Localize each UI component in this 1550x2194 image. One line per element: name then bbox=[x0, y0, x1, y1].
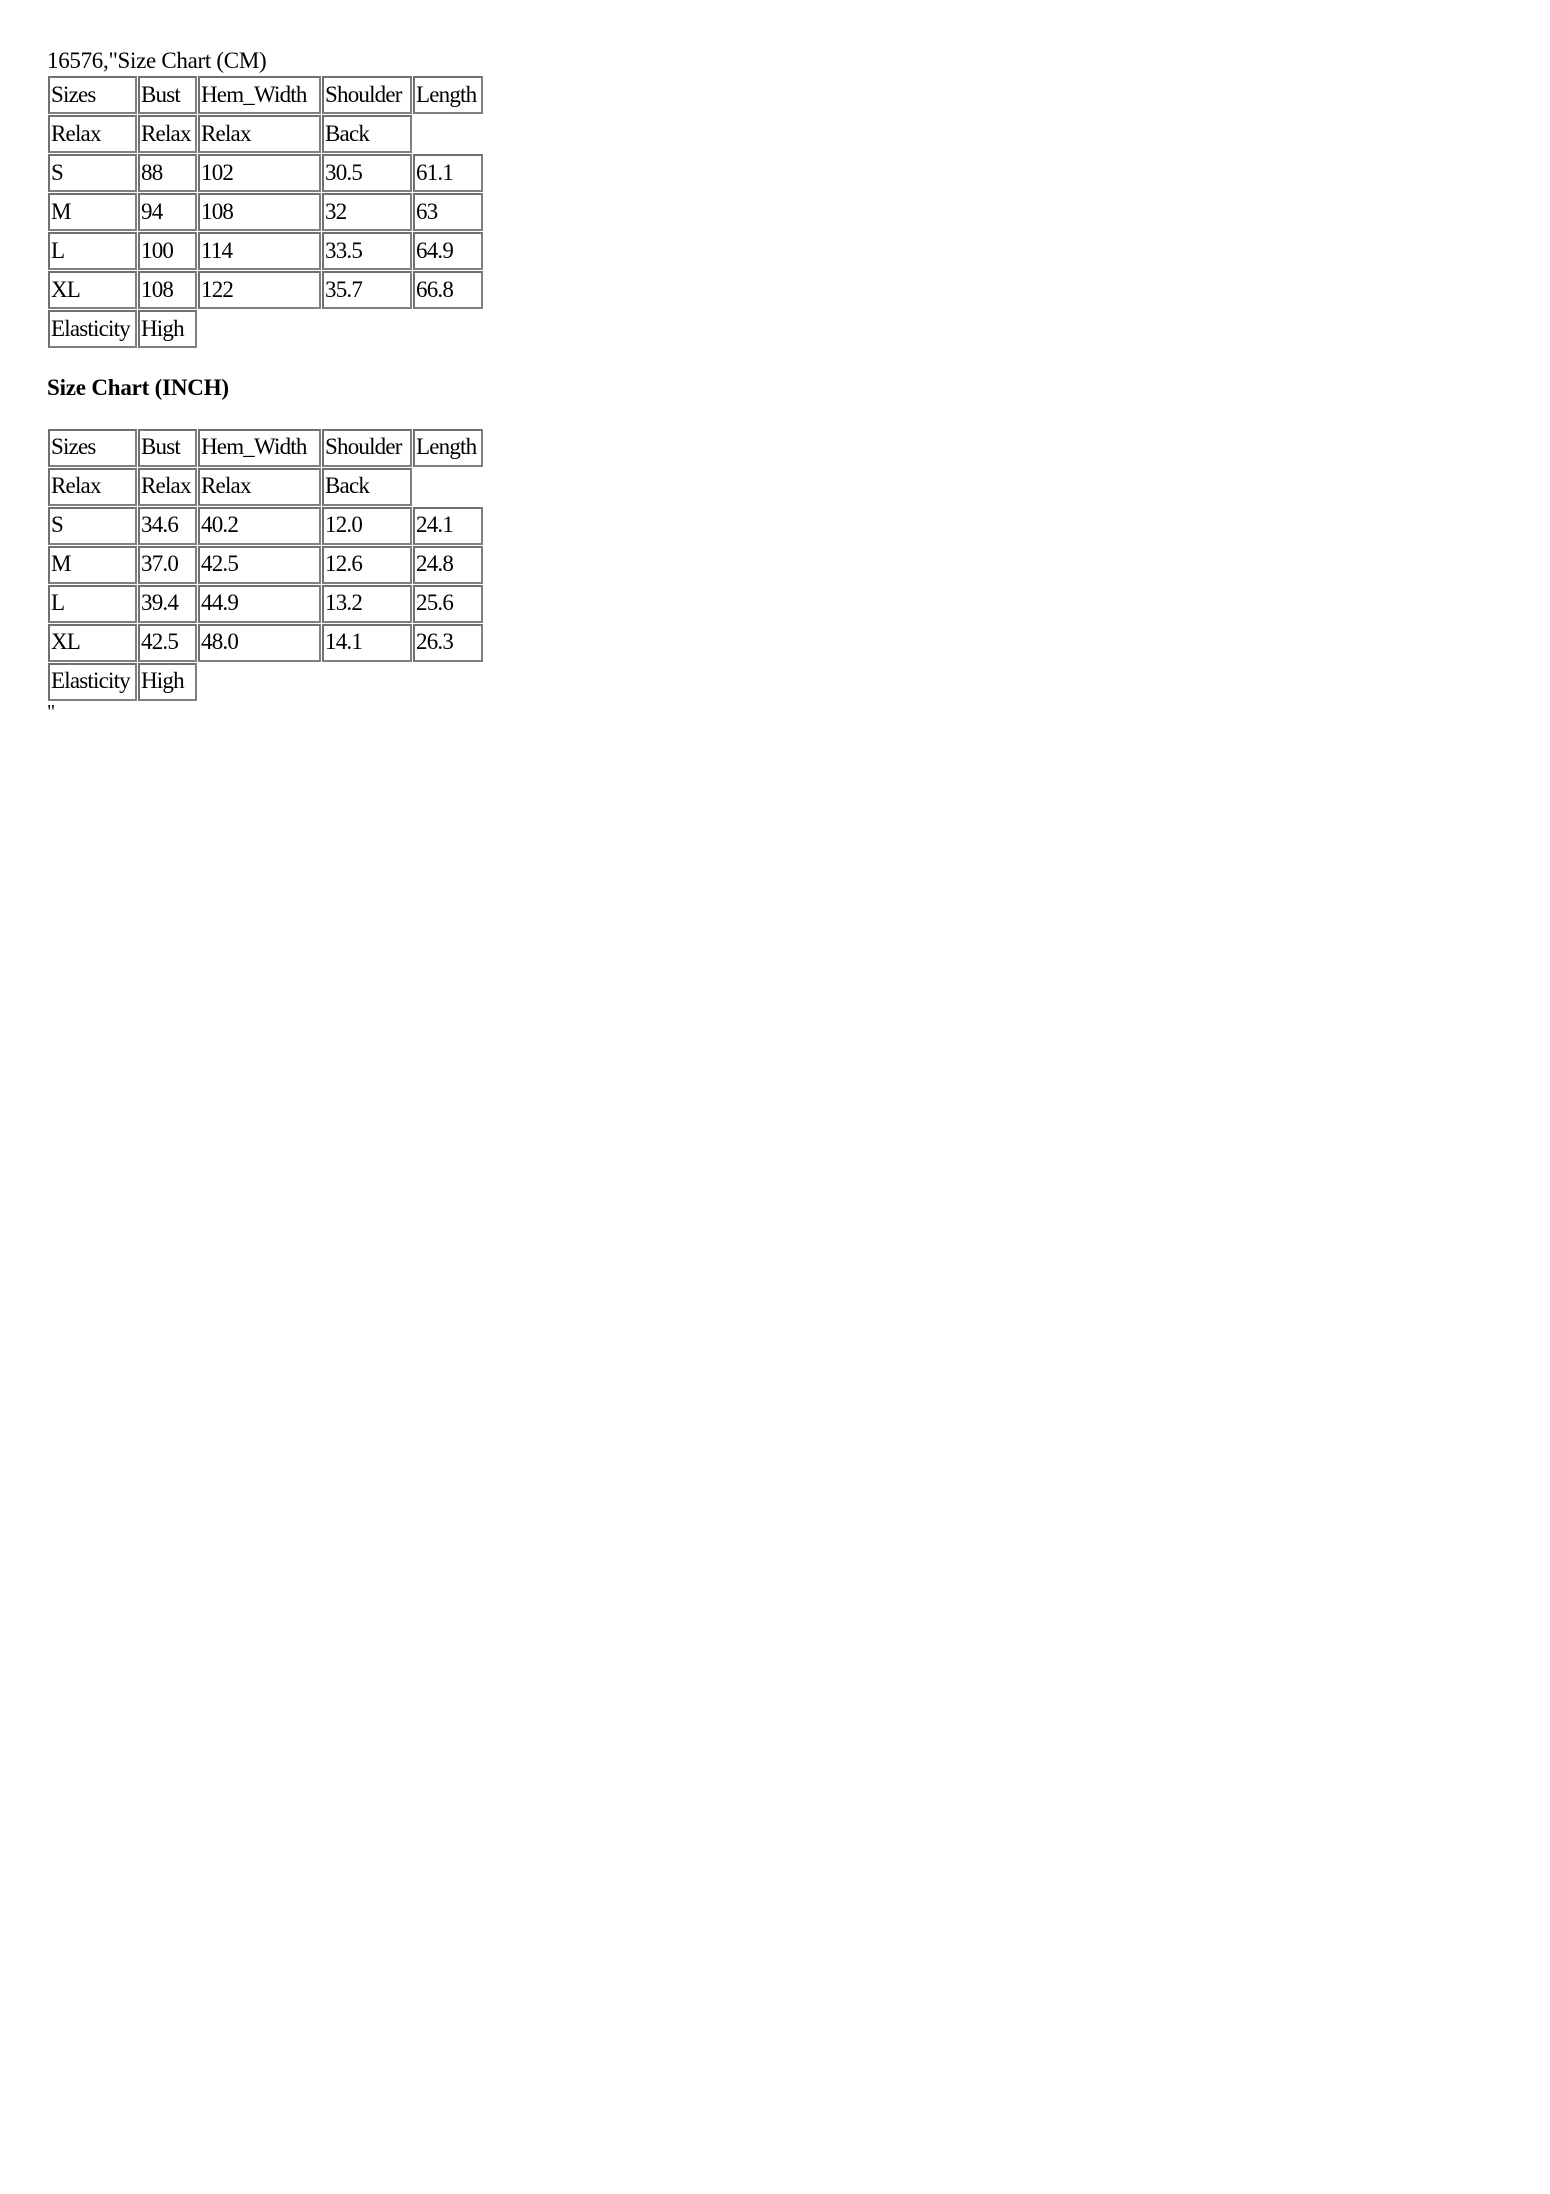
table-cell: 13.2 bbox=[322, 585, 412, 623]
table-cell: 122 bbox=[198, 271, 321, 309]
table-cell: 12.0 bbox=[322, 507, 412, 545]
table-row bbox=[48, 232, 483, 270]
table-cell: M bbox=[48, 193, 137, 231]
table-cell: Sizes bbox=[48, 76, 137, 114]
table-row bbox=[48, 663, 483, 701]
table-cell: 32 bbox=[322, 193, 412, 231]
table-cell: 102 bbox=[198, 154, 321, 192]
table-row bbox=[48, 624, 483, 662]
table-cell: Bust bbox=[138, 76, 197, 114]
closing-quote: " bbox=[47, 700, 56, 723]
table-cell bbox=[322, 663, 412, 701]
table-row bbox=[48, 193, 483, 231]
table-row bbox=[48, 546, 483, 584]
table-cell: Hem_Width bbox=[198, 76, 321, 114]
table-cell: Shoulder bbox=[322, 429, 412, 467]
table-cell: 108 bbox=[198, 193, 321, 231]
table-cell: Relax bbox=[138, 468, 197, 506]
table-cell: 14.1 bbox=[322, 624, 412, 662]
table-row bbox=[48, 271, 483, 309]
preface-text: 16576,"Size Chart (CM) bbox=[47, 48, 267, 73]
table-cell: 108 bbox=[138, 271, 197, 309]
table-cell: 24.8 bbox=[413, 546, 483, 584]
table-cell bbox=[322, 310, 412, 348]
table-cell bbox=[198, 663, 321, 701]
table-cell bbox=[413, 115, 483, 153]
table-cell: 42.5 bbox=[138, 624, 197, 662]
table-cell: 39.4 bbox=[138, 585, 197, 623]
table-cell: Relax bbox=[48, 468, 137, 506]
table-cell: Hem_Width bbox=[198, 429, 321, 467]
table-cell: High bbox=[138, 310, 197, 348]
table-cell: 25.6 bbox=[413, 585, 483, 623]
table-cell: 30.5 bbox=[322, 154, 412, 192]
table-cell: Back bbox=[322, 468, 412, 506]
table-cell: 35.7 bbox=[322, 271, 412, 309]
table-cell: 42.5 bbox=[198, 546, 321, 584]
table-row bbox=[48, 310, 483, 348]
size-table-cm bbox=[47, 75, 484, 349]
table-cell: Length bbox=[413, 429, 483, 467]
table-cell: Bust bbox=[138, 429, 197, 467]
table-row bbox=[48, 585, 483, 623]
table-cell: Relax bbox=[48, 115, 137, 153]
table-cell: 61.1 bbox=[413, 154, 483, 192]
table-cell: 94 bbox=[138, 193, 197, 231]
table-cell: Relax bbox=[198, 468, 321, 506]
table-cell: XL bbox=[48, 624, 137, 662]
table-cell: 48.0 bbox=[198, 624, 321, 662]
table-cell: Elasticity bbox=[48, 663, 137, 701]
table-row bbox=[48, 468, 483, 506]
table-cell: XL bbox=[48, 271, 137, 309]
table-cell: Shoulder bbox=[322, 76, 412, 114]
table-cell: 12.6 bbox=[322, 546, 412, 584]
table-cell: 64.9 bbox=[413, 232, 483, 270]
table-cell: 26.3 bbox=[413, 624, 483, 662]
inch-heading: Size Chart (INCH) bbox=[47, 375, 229, 401]
table-row bbox=[48, 154, 483, 192]
table-row bbox=[48, 115, 483, 153]
table-cell: 34.6 bbox=[138, 507, 197, 545]
table-cell: 63 bbox=[413, 193, 483, 231]
table-row bbox=[48, 507, 483, 545]
table-cell bbox=[198, 310, 321, 348]
table-cell: L bbox=[48, 232, 137, 270]
size-table-inch bbox=[47, 428, 484, 702]
document bbox=[47, 48, 484, 722]
table-cell: S bbox=[48, 507, 137, 545]
table-cell: Relax bbox=[138, 115, 197, 153]
table-cell: 66.8 bbox=[413, 271, 483, 309]
table-cell: Back bbox=[322, 115, 412, 153]
table-cell: 100 bbox=[138, 232, 197, 270]
table-cell: Sizes bbox=[48, 429, 137, 467]
table-row bbox=[48, 76, 483, 114]
table-cell: 33.5 bbox=[322, 232, 412, 270]
table-cell: High bbox=[138, 663, 197, 701]
table-cell: 40.2 bbox=[198, 507, 321, 545]
table-cell: Relax bbox=[198, 115, 321, 153]
table-cell bbox=[413, 663, 483, 701]
table-cell: M bbox=[48, 546, 137, 584]
table-cell: 37.0 bbox=[138, 546, 197, 584]
table-cell bbox=[413, 310, 483, 348]
table-row bbox=[48, 429, 483, 467]
table-cell: Length bbox=[413, 76, 483, 114]
table-cell: 24.1 bbox=[413, 507, 483, 545]
table-cell: Elasticity bbox=[48, 310, 137, 348]
table-cell: L bbox=[48, 585, 137, 623]
table-cell: 114 bbox=[198, 232, 321, 270]
table-cell: 88 bbox=[138, 154, 197, 192]
table-cell bbox=[413, 468, 483, 506]
table-cell: S bbox=[48, 154, 137, 192]
table-cell: 44.9 bbox=[198, 585, 321, 623]
